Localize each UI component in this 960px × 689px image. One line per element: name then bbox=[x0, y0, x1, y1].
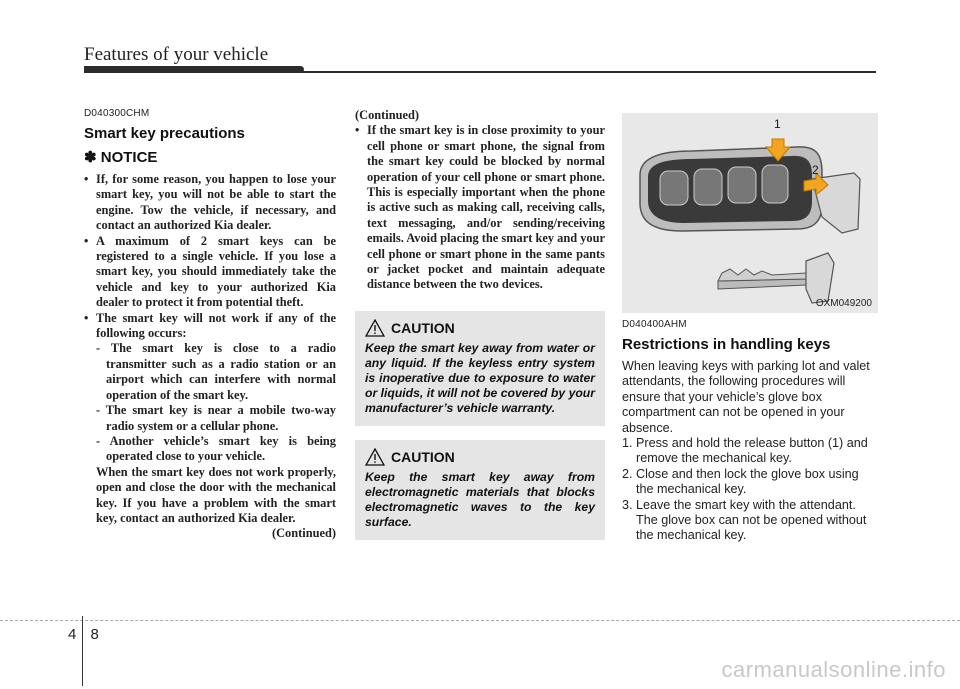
watermark: carmanualsonline.info bbox=[721, 657, 946, 682]
column-middle bbox=[355, 108, 605, 540]
page-number-value: 8 bbox=[90, 626, 101, 643]
warning-triangle-icon bbox=[365, 448, 385, 466]
caution-text: Keep the smart key away from water or any liquid. If the keyless entry system is inoperative due to exposure to water or liquids, it will not be covered by your manufacturer’s vehicle warranty. bbox=[365, 340, 595, 415]
section-body bbox=[622, 359, 878, 544]
page-header-title: Features of your vehicle bbox=[84, 44, 269, 65]
list-item: • If, for some reason, you happen to lose your smart key, you will not be able to start the engine. Tow the vehicle, if necessary, and contact an authorized Kia dealer. bbox=[84, 172, 336, 233]
smart-key-drawing bbox=[622, 113, 878, 313]
sub-list-item: - The smart key is close to a radio transmitter such as a radio station or an airport which can interfere with normal operation of the smart key. bbox=[96, 341, 336, 402]
continued-body bbox=[355, 108, 605, 293]
list-item: • If the smart key is in close proximity to your cell phone or smart phone, the signal from the smart key could be blocked by normal operation of your cell phone or smart phone. This is especially important when the phone is active such as making call, receiving calls, text messaging, and/or sending/receiving emails. Avoid placing the smart key and your cell phone or smart phone in the same pants or jacket pocket and maintain adequate distance between the two devices. bbox=[355, 123, 605, 292]
caution-title: CAUTION bbox=[391, 448, 455, 465]
column-left bbox=[84, 108, 336, 542]
section-heading: Restrictions in handling keys bbox=[622, 336, 831, 353]
list-item: 1. Press and hold the release button (1) and remove the mechanical key. bbox=[622, 436, 868, 466]
smart-key-illustration bbox=[622, 113, 878, 313]
figure-code: OXM049200 bbox=[815, 298, 872, 309]
list-item: • A maximum of 2 smart keys can be registered to a single vehicle. If you lose a smart key, you should immediately take the vehicle and key to your authorized Kia dealer to protect it from potential theft. bbox=[84, 233, 336, 310]
list-item: 2. Close and then lock the glove box using the mechanical key. bbox=[622, 466, 859, 497]
sub-list-item: - Another vehicle’s smart key is being operated close to your vehicle. bbox=[96, 433, 336, 464]
continued-label: (Continued) bbox=[355, 108, 420, 122]
callout-label-2: 2 bbox=[812, 163, 819, 177]
section-heading: Smart key precautions bbox=[84, 125, 245, 142]
sub-list-item: - The smart key is near a mobile two-way radio system or a cellular phone. bbox=[96, 403, 336, 433]
list-item: • The smart key will not work if any of the following occurs: - The smart key is close to a radio transmitter such as a radio station or an airport which can interfere with normal operation of the smart key. - The smart key is near a mobile two-way radio system or a cellular phone. - Another vehicle’s smart key is being operated close to your vehicle. When the smart key does not work properly, open and close the door with the mechanical key. If you have a problem with the smart key, contact an authorized Kia dealer. (Continued) bbox=[84, 310, 336, 541]
page-number bbox=[68, 626, 101, 643]
intro-paragraph: When leaving keys with parking lot and valet attendants, the following procedures will ensure that your vehicle’s glove box compartment can not be opened in your absence. bbox=[622, 359, 870, 435]
caution-box-electromagnetic bbox=[355, 440, 605, 540]
continued-label: (Continued) bbox=[271, 526, 336, 541]
chapter-number: 4 bbox=[68, 626, 79, 643]
notice-body bbox=[84, 172, 336, 542]
caution-title: CAUTION bbox=[391, 319, 455, 336]
section-code: D040400AHM bbox=[622, 319, 687, 330]
header-rule bbox=[84, 71, 876, 73]
section-code: D040300CHM bbox=[84, 108, 150, 119]
footer-rule bbox=[0, 620, 960, 621]
callout-label-1: 1 bbox=[774, 117, 781, 131]
caution-box-water bbox=[355, 311, 605, 426]
warning-triangle-icon bbox=[365, 319, 385, 337]
caution-text: Keep the smart key away from electromagnetic materials that blocks electromagnetic waves to the key surface. bbox=[365, 469, 595, 529]
column-right bbox=[622, 113, 878, 544]
notice-heading: ✽ NOTICE bbox=[84, 149, 158, 166]
notice-followup: When the smart key does not work properly, open and close the door with the mechanical key. If you have a problem with the smart key, contact an authorized Kia dealer. bbox=[96, 464, 336, 525]
list-item: 3. Leave the smart key with the attendant. The glove box can not be opened without the mechanical key. bbox=[622, 497, 867, 543]
